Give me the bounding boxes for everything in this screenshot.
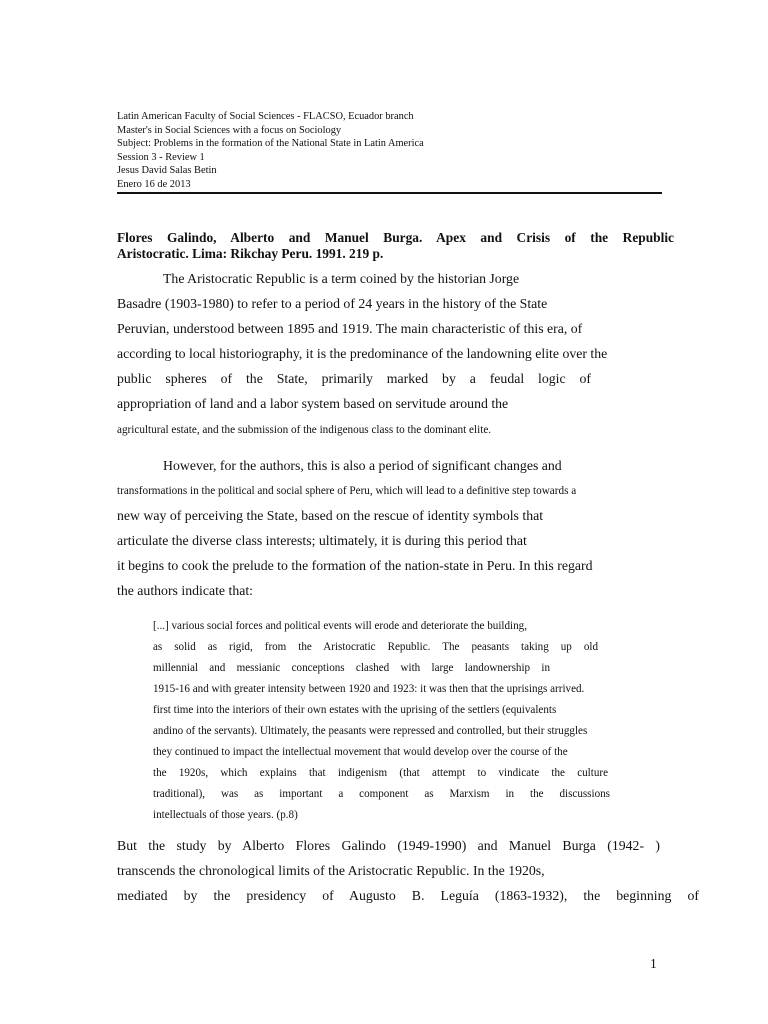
page-number: 1 [650, 956, 657, 971]
paragraph-line: the authors indicate that: [117, 583, 254, 598]
paragraph-line: transcends the chronological limits of the Aristocratic Republic. In the 1920s, [117, 863, 545, 878]
paragraph-line: transformations in the political and social sphere of Peru, which will lead to a definitive step towards a [117, 485, 577, 497]
paragraph-line: Peruvian, understood between 1895 and 1919. The main characteristic of this era, of [117, 321, 583, 336]
paragraph-line: new way of perceiving the State, based on the rescue of identity symbols that [117, 508, 544, 523]
quote-line: millennial and messianic conceptions clashed with large landownership in [153, 662, 550, 674]
paragraph-line: Basadre (1903-1980) to refer to a period of 24 years in the history of the State [117, 296, 548, 311]
quote-line: 1915-16 and with greater intensity between 1920 and 1923: it was then that the uprisings arrived. [153, 683, 585, 695]
quote-line: the 1920s, which explains that indigenism (that attempt to vindicate the culture [153, 767, 608, 779]
quote-line: traditional), was as important a component as Marxism in the discussions [153, 788, 610, 800]
header-author: Jesus David Salas Betin [117, 165, 217, 176]
paragraph-line: But the study by Alberto Flores Galindo (1949-1990) and Manuel Burga (1942- ) [117, 838, 660, 853]
reference-line-2: Aristocratic. Lima: Rikchay Peru. 1991. 219 p. [117, 246, 384, 261]
paragraph-line: mediated by the presidency of Augusto B. Leguía (1863-1932), the beginning of [117, 888, 699, 903]
quote-line: they continued to impact the intellectual movement that would develop over the course of the [153, 746, 568, 758]
header-program: Master's in Social Sciences with a focus on Sociology [117, 124, 342, 136]
paragraph-line: However, for the authors, this is also a period of significant changes and [163, 458, 562, 473]
paragraph-line: according to local historiography, it is the predominance of the landowning elite over the [117, 346, 608, 361]
reference-line-1: Flores Galindo, Alberto and Manuel Burga. Apex and Crisis of the Republic [117, 230, 674, 245]
header-subject: Subject: Problems in the formation of the National State in Latin America [117, 138, 424, 149]
quote-line: intellectuals of those years. (p.8) [153, 809, 298, 821]
bibliographic-reference [117, 230, 674, 262]
paragraph-line: it begins to cook the prelude to the formation of the nation-state in Peru. In this regard [117, 558, 593, 573]
paragraph-line: agricultural estate, and the submission of the indigenous class to the dominant elite. [117, 424, 492, 436]
quote-line: [...] various social forces and political events will erode and deteriorate the building, [153, 620, 527, 632]
quote-line: first time into the interiors of their own estates with the uprising of the settlers (equivalents [153, 704, 557, 716]
paragraph-line: articulate the diverse class interests; ultimately, it is during this period that [117, 533, 527, 548]
document-header [117, 110, 662, 191]
paragraph-line: public spheres of the State, primarily marked by a feudal logic of [117, 371, 591, 386]
paragraph-line: appropriation of land and a labor system based on servitude around the [117, 396, 509, 411]
quote-line: as solid as rigid, from the Aristocratic Republic. The peasants taking up old [153, 641, 598, 653]
header-institution: Latin American Faculty of Social Sciences - FLACSO, Ecuador branch [117, 111, 414, 122]
header-date: Enero 16 de 2013 [117, 178, 191, 190]
header-session: Session 3 - Review 1 [117, 151, 205, 163]
header-divider [117, 192, 662, 194]
quote-line: andino of the servants). Ultimately, the peasants were repressed and controlled, but their struggles [153, 725, 588, 737]
paragraph-line: The Aristocratic Republic is a term coined by the historian Jorge [163, 271, 520, 286]
